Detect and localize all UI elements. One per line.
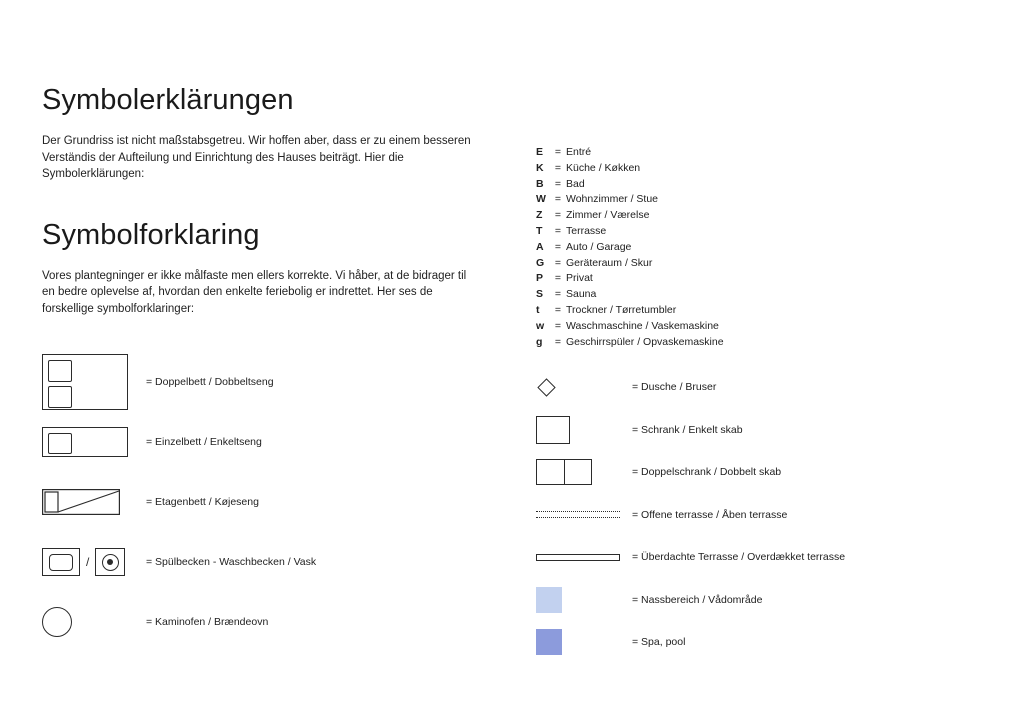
page-title-de: Symbolerklärungen xyxy=(42,84,294,116)
double-cabinet-icon xyxy=(536,459,632,485)
abbr-equals: = xyxy=(554,224,562,237)
sink-basin-icon xyxy=(42,548,134,576)
abbreviation-row xyxy=(536,208,956,224)
abbr-value: Geschirrspüler / Opvaskemaskine xyxy=(566,335,724,348)
abbreviation-row xyxy=(536,224,956,240)
legend-item-label: = Spülbecken - Waschbecken / Vask xyxy=(146,556,317,568)
legend-item xyxy=(536,621,996,664)
abbreviation-list xyxy=(536,145,956,350)
abbreviation-row xyxy=(536,192,956,208)
legend-item-label: = Überdachte Terrasse / Overdækket terrasse xyxy=(632,551,846,564)
abbr-key: W xyxy=(536,193,546,206)
abbr-key: w xyxy=(536,319,545,332)
legend-item-label: = Spa, pool xyxy=(632,636,686,649)
abbr-equals: = xyxy=(554,319,562,332)
abbr-value: Zimmer / Værelse xyxy=(566,209,650,222)
legend-item xyxy=(42,352,522,412)
abbr-equals: = xyxy=(554,146,562,158)
abbr-equals: = xyxy=(554,272,562,285)
legend-item xyxy=(42,472,522,532)
legend-item-label: = Doppelschrank / Dobbelt skab xyxy=(632,466,782,479)
abbr-equals: = xyxy=(554,209,562,222)
abbr-key: E xyxy=(536,146,544,158)
abbr-key: G xyxy=(536,256,545,269)
legend-item xyxy=(536,579,996,622)
right-symbol-list xyxy=(536,366,996,664)
intro-paragraph-da: Vores plantegninger er ikke målfaste men ellers korrekte. Vi håber, at de bidrager til en bedre oplevelse af, hvordan den enkelte feriebolig er indrettet. Her ses de forskellige symbolforklaringer: xyxy=(42,269,467,315)
spa-pool-swatch-icon xyxy=(536,629,632,655)
abbr-value: Geräteraum / Skur xyxy=(566,256,653,269)
open-terrace-icon xyxy=(536,511,632,518)
bunk-bed-shape xyxy=(42,489,120,515)
legend-item-label: = Dusche / Bruser xyxy=(632,381,717,394)
abbr-equals: = xyxy=(554,161,562,174)
legend-item xyxy=(536,536,996,579)
abbreviation-row xyxy=(536,177,956,193)
double-bed-icon xyxy=(42,354,134,410)
abbr-equals: = xyxy=(554,193,562,206)
legend-item-label: = Schrank / Enkelt skab xyxy=(632,423,743,436)
abbr-equals: = xyxy=(554,288,562,301)
bunk-bed-icon xyxy=(42,489,134,515)
wood-stove-icon xyxy=(42,607,134,637)
abbr-key: T xyxy=(536,224,543,237)
legend-item xyxy=(536,494,996,537)
abbr-key: t xyxy=(536,303,540,316)
legend-item-label: = Offene terrasse / Åben terrasse xyxy=(632,508,788,521)
shower-diamond-icon xyxy=(536,381,632,394)
legend-item-label: = Etagenbett / Køjeseng xyxy=(146,496,259,508)
legend-item xyxy=(42,592,522,652)
legend-text-column xyxy=(42,84,522,317)
single-bed-icon xyxy=(42,427,134,457)
abbreviation-row xyxy=(536,161,956,177)
abbreviation-row xyxy=(536,287,956,303)
abbreviation-row xyxy=(536,271,956,287)
abbr-key: B xyxy=(536,177,544,190)
abbreviation-row xyxy=(536,335,956,351)
abbreviation-row xyxy=(536,303,956,319)
legend-item-label: = Einzelbett / Enkeltseng xyxy=(146,436,262,448)
abbr-key: K xyxy=(536,161,544,174)
abbr-equals: = xyxy=(554,335,562,348)
abbr-value: Waschmaschine / Vaskemaskine xyxy=(566,319,719,332)
abbr-key: P xyxy=(536,272,544,285)
left-symbol-list xyxy=(42,352,522,652)
abbreviation-row xyxy=(536,256,956,272)
abbr-value: Sauna xyxy=(566,288,597,301)
covered-terrace-icon xyxy=(536,554,632,561)
abbreviation-row xyxy=(536,319,956,335)
abbr-value: Terrasse xyxy=(566,224,607,237)
separator-slash: / xyxy=(86,555,90,569)
abbr-key: A xyxy=(536,240,544,253)
legend-item-label: = Nassbereich / Vådområde xyxy=(632,593,763,606)
abbr-value: Küche / Køkken xyxy=(566,161,641,174)
abbr-key: Z xyxy=(536,209,543,222)
abbr-key: S xyxy=(536,288,544,301)
legend-item xyxy=(536,409,996,452)
intro-paragraph-de: Der Grundriss ist nicht maßstabsgetreu. Wir hoffen aber, dass er zu einem besseren Verständis der Aufteilung und Einrichtung des Hauses beiträgt. Hier die Symbolerklärungen: xyxy=(42,135,471,180)
wet-area-swatch-icon xyxy=(536,587,632,613)
legend-item xyxy=(536,451,996,494)
legend-item-label: = Doppelbett / Dobbeltseng xyxy=(146,376,274,388)
page-title-da: Symbolforklaring xyxy=(42,218,260,251)
legend-item-label: = Kaminofen / Brændeovn xyxy=(146,616,269,628)
abbr-equals: = xyxy=(554,177,562,190)
abbreviation-row xyxy=(536,145,956,161)
abbr-value: Entré xyxy=(566,146,592,158)
single-cabinet-icon xyxy=(536,416,632,444)
abbr-equals: = xyxy=(554,240,562,253)
abbr-key: g xyxy=(536,335,543,348)
legend-item xyxy=(42,412,522,472)
legend-item xyxy=(42,532,522,592)
legend-item xyxy=(536,366,996,409)
abbreviation-row xyxy=(536,240,956,256)
abbr-value: Bad xyxy=(566,177,585,190)
abbr-equals: = xyxy=(554,303,562,316)
abbr-equals: = xyxy=(554,256,562,269)
abbr-value: Wohnzimmer / Stue xyxy=(566,193,659,206)
abbr-value: Privat xyxy=(566,272,593,285)
abbr-value: Auto / Garage xyxy=(566,240,632,253)
abbr-value: Trockner / Tørretumbler xyxy=(566,303,677,316)
